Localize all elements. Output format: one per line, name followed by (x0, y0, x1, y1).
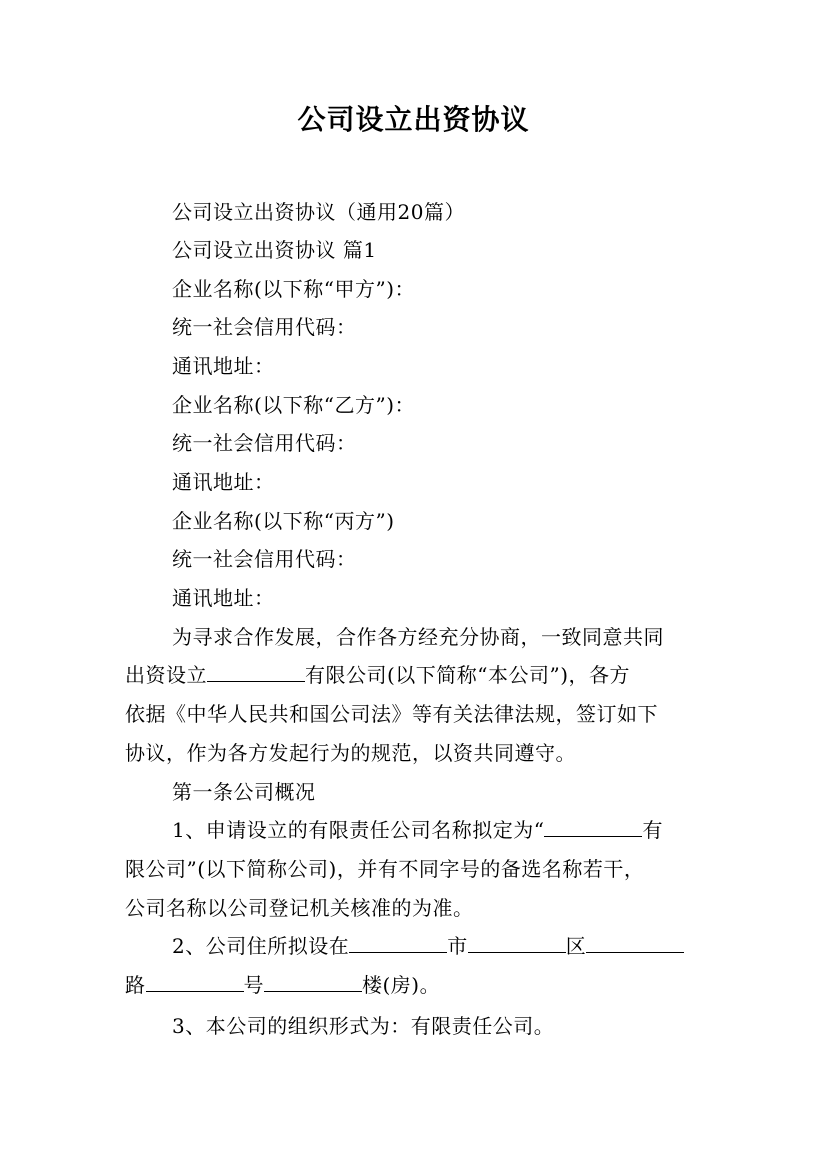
text-span: 有 (642, 818, 663, 842)
item-1-line-3: 公司名称以公司登记机关核准的为准。 (125, 896, 474, 920)
item-3-line: 3、本公司的组织形式为：有限责任公司。 (172, 1014, 555, 1038)
text-span: 1、申请设立的有限责任公司名称拟定为“ (172, 818, 545, 842)
intro-paragraph-line-3: 依据《中华人民共和国公司法》等有关法律法规，签订如下 (125, 702, 658, 726)
text-span: 楼(房)。 (362, 973, 441, 997)
party-b-name: 企业名称(以下称“乙方”)： (172, 393, 416, 417)
party-c-credit-code: 统一社会信用代码： (172, 547, 357, 571)
text-span: 号 (243, 973, 264, 997)
party-a-address: 通讯地址： (172, 354, 275, 378)
document-title: 公司设立出资协议 (297, 103, 530, 136)
party-c-address: 通讯地址： (172, 586, 275, 610)
party-a-credit-code: 统一社会信用代码： (172, 315, 357, 339)
party-b-credit-code: 统一社会信用代码： (172, 431, 357, 455)
building-blank (264, 969, 362, 992)
number-blank (146, 969, 244, 992)
item-1-line-2: 限公司”(以下简称公司)，并有不同字号的备选名称若干， (125, 857, 645, 881)
text-span: 路 (125, 973, 146, 997)
item-1-line-1 (172, 811, 762, 849)
party-a-name: 企业名称(以下称“甲方”)： (172, 277, 416, 301)
party-c-name: 企业名称(以下称“丙方”) (172, 509, 395, 533)
chapter-line: 公司设立出资协议 篇1 (172, 238, 377, 262)
article-1-heading: 第一条公司概况 (172, 780, 316, 804)
text-span: 市 (447, 934, 468, 958)
item-2-line-2 (125, 966, 715, 1004)
company-name-blank (544, 814, 642, 837)
text-span: 有限公司(以下简称“本公司”)，各方 (305, 663, 631, 687)
text-span: 区 (565, 934, 587, 958)
district-blank (468, 930, 566, 953)
party-b-address: 通讯地址： (172, 470, 275, 494)
city-blank (349, 930, 447, 953)
intro-paragraph-line-1: 为寻求合作发展，合作各方经充分协商，一致同意共同 (172, 625, 664, 649)
road-blank (586, 930, 684, 953)
intro-paragraph-line-2 (125, 656, 715, 694)
item-2-line-1 (172, 927, 762, 965)
intro-paragraph-line-4: 协议，作为各方发起行为的规范，以资共同遵守。 (125, 741, 576, 765)
subtitle-line: 公司设立出资协议（通用20篇） (172, 200, 465, 224)
company-name-blank (207, 659, 305, 682)
text-span: 2、公司住所拟设在 (172, 934, 350, 958)
text-span: 出资设立 (125, 663, 207, 687)
